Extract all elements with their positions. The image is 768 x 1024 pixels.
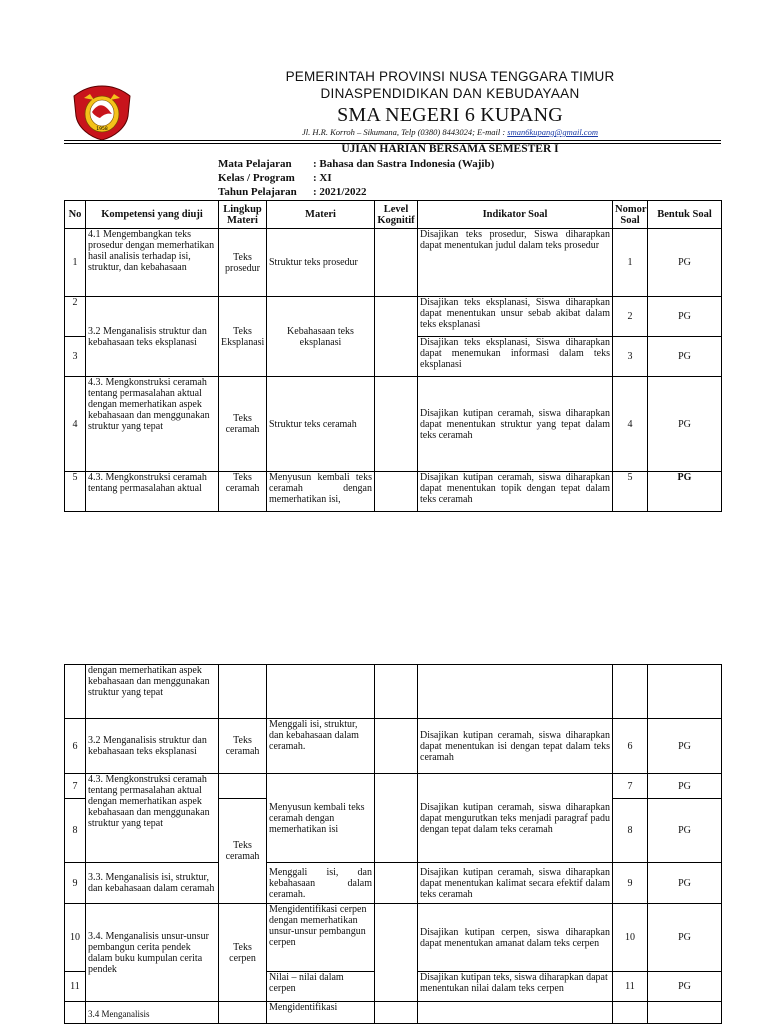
address-text: Jl. H.R. Korroh – Sikumana, Telp (0380) 8443024; E-mail : xyxy=(302,127,506,137)
meta-label: Kelas / Program xyxy=(218,172,295,184)
cell-lingkup: Teks ceramah xyxy=(219,472,267,512)
header-cell: Indikator Soal xyxy=(418,201,613,229)
cell-bentuk xyxy=(648,1002,722,1024)
cell-no: 2 xyxy=(65,297,86,337)
cell-nomor: 1 xyxy=(613,229,648,297)
cell-lingkup: Teks prosedur xyxy=(219,229,267,297)
cell-nomor: 11 xyxy=(613,972,648,1002)
cell-nomor: 10 xyxy=(613,904,648,972)
cell-bentuk: PG xyxy=(648,863,722,904)
cell-level xyxy=(375,229,418,297)
meta-label: Mata Pelajaran xyxy=(218,158,292,170)
cell-bentuk: PG xyxy=(648,774,722,799)
cell-lingkup xyxy=(219,665,267,719)
cell-nomor: 9 xyxy=(613,863,648,904)
cell-indikator xyxy=(418,1002,613,1024)
cell-no: 5 xyxy=(65,472,86,512)
cell-indikator xyxy=(418,665,613,719)
cell-lingkup: Teks Eksplanasi xyxy=(219,297,267,377)
cell-level xyxy=(375,665,418,719)
meta-subject xyxy=(218,158,494,170)
school-name: SMA NEGERI 6 KUPANG xyxy=(337,104,563,126)
cell-bentuk: PG xyxy=(648,377,722,472)
cell-lingkup: Teks ceramah xyxy=(219,719,267,774)
cell-indikator: Disajikan kutipan ceramah, siswa diharapkan dapat menentukan kalimat secara efektif dalam teks ceramah xyxy=(418,863,613,904)
cell-indikator: Disajikan teks prosedur, Siswa diharapkan dapat menentukan judul dalam teks prosedur xyxy=(418,229,613,297)
cell-materi: Menyusun kembali teks ceramah dengan memerhatikan isi, xyxy=(267,472,375,512)
table-row xyxy=(65,774,722,799)
cell-materi: Menggali isi, struktur, dan kebahasaan dalam ceramah. xyxy=(267,719,375,774)
cell-kd: 4.1 Mengembangkan teks prosedur dengan memerhatikan hasil analisis terhadap isi, struktur, dan kebahasaan xyxy=(86,229,219,297)
cell-materi: Struktur teks ceramah xyxy=(267,377,375,472)
cell-no: 6 xyxy=(65,719,86,774)
blueprint-table-page-1 xyxy=(64,200,722,512)
cell-level xyxy=(375,863,418,904)
cell-level xyxy=(375,774,418,863)
cell-kd: 4.3. Mengkonstruksi ceramah tentang permasalahan aktual dengan memerhatikan aspek kebahasaan dan menggunakan struktur yang tepat xyxy=(86,377,219,472)
cell-no: 3 xyxy=(65,337,86,377)
cell-no: 9 xyxy=(65,863,86,904)
meta-year xyxy=(218,186,366,198)
cell-kd: 3.4 Menganalisis xyxy=(86,1002,219,1024)
cell-level xyxy=(375,472,418,512)
cell-level xyxy=(375,719,418,774)
cell-nomor: 7 xyxy=(613,774,648,799)
cell-bentuk: PG xyxy=(648,799,722,863)
cell-kd: 3.2 Menganalisis struktur dan kebahasaan teks eksplanasi xyxy=(86,719,219,774)
cell-indikator: Disajikan teks eksplanasi, Siswa diharapkan dapat menemukan informasi dalam teks eksplanasi xyxy=(418,337,613,377)
table-row xyxy=(65,472,722,512)
table-header-row xyxy=(65,201,722,229)
cell-bentuk: PG xyxy=(648,472,722,512)
cell-level xyxy=(375,904,418,1002)
cell-nomor: 5 xyxy=(613,472,648,512)
header-divider-thin xyxy=(64,140,721,141)
blueprint-table-page-2 xyxy=(64,664,722,1024)
cell-lingkup: Teks ceramah xyxy=(219,377,267,472)
logo-year: 1958 xyxy=(96,127,108,132)
cell-lingkup: Teks ceramah xyxy=(219,799,267,904)
table-row xyxy=(65,229,722,297)
cell-nomor xyxy=(613,665,648,719)
header-cell: Bentuk Soal xyxy=(648,201,722,229)
cell-bentuk xyxy=(648,665,722,719)
cell-no: 10 xyxy=(65,904,86,972)
table-row xyxy=(65,1002,722,1024)
header-cell: Level Kognitif xyxy=(375,201,418,229)
cell-lingkup xyxy=(219,774,267,799)
cell-kd: 3.4. Menganalisis unsur-unsur pembangun cerita pendek dalam buku kumpulan cerita pendek xyxy=(86,904,219,1002)
cell-materi xyxy=(267,665,375,719)
cell-no: 11 xyxy=(65,972,86,1002)
cell-kd: 3.3. Menganalisis isi, struktur, dan kebahasaan dalam ceramah xyxy=(86,863,219,904)
meta-value: : Bahasa dan Sastra Indonesia (Wajib) xyxy=(313,158,495,170)
cell-level xyxy=(375,297,418,377)
cell-nomor: 6 xyxy=(613,719,648,774)
cell-indikator: Disajikan teks eksplanasi, Siswa diharapkan dapat menentukan unsur sebab akibat dalam teks eksplanasi xyxy=(418,297,613,337)
cell-level xyxy=(375,377,418,472)
table-row xyxy=(65,377,722,472)
cell-indikator: Disajikan kutipan teks, siswa diharapkan dapat menentukan nilai dalam teks cerpen xyxy=(418,972,613,1002)
cell-materi: Mengidentifikasi xyxy=(267,1002,375,1024)
table-row xyxy=(65,719,722,774)
cell-kd: 3.2 Menganalisis struktur dan kebahasaan teks eksplanasi xyxy=(86,297,219,377)
cell-kd: 4.3. Mengkonstruksi ceramah tentang permasalahan aktual dengan memerhatikan aspek kebahasaan dan menggunakan struktur yang tepat xyxy=(86,774,219,863)
cell-materi: Nilai – nilai dalam cerpen xyxy=(267,972,375,1002)
table-row xyxy=(65,297,722,337)
cell-bentuk: PG xyxy=(648,972,722,1002)
cell-bentuk: PG xyxy=(648,904,722,972)
department-name: DINASPENDIDIKAN DAN KEBUDAYAAN xyxy=(320,86,580,101)
cell-no: 1 xyxy=(65,229,86,297)
cell-materi: Mengidentifikasi cerpen dengan memerhatikan unsur-unsur pembangun cerpen xyxy=(267,904,375,972)
government-name: PEMERINTAH PROVINSI NUSA TENGGARA TIMUR xyxy=(285,69,615,84)
cell-kd: dengan memerhatikan aspek kebahasaan dan menggunakan struktur yang tepat xyxy=(86,665,219,719)
cell-no: 4 xyxy=(65,377,86,472)
school-address xyxy=(150,127,750,137)
cell-bentuk: PG xyxy=(648,719,722,774)
header-cell: Lingkup Materi xyxy=(219,201,267,229)
exam-title: UJIAN HARIAN BERSAMA SEMESTER I xyxy=(341,143,559,155)
header-cell: Nomor Soal xyxy=(613,201,648,229)
header-cell: Kompetensi yang diuji xyxy=(86,201,219,229)
table-row xyxy=(65,863,722,904)
cell-nomor: 2 xyxy=(613,297,648,337)
cell-indikator: Disajikan kutipan ceramah, siswa diharapkan dapat menentukan topik dengan tepat dalam teks ceramah xyxy=(418,472,613,512)
header-cell: No xyxy=(65,201,86,229)
cell-indikator: Disajikan kutipan ceramah, siswa diharapkan dapat menentukan struktur yang tepat dalam teks ceramah xyxy=(418,377,613,472)
cell-no: 8 xyxy=(65,799,86,863)
cell-lingkup: Teks cerpen xyxy=(219,904,267,1002)
cell-nomor: 4 xyxy=(613,377,648,472)
cell-no: 7 xyxy=(65,774,86,799)
cell-bentuk: PG xyxy=(648,297,722,337)
meta-class xyxy=(218,172,332,184)
email-link[interactable]: sman6kupang@gmail.com xyxy=(507,127,598,137)
meta-value: : 2021/2022 xyxy=(313,186,367,198)
cell-indikator: Disajikan kutipan ceramah, siswa diharapkan dapat menentukan isi dengan tepat dalam teks ceramah xyxy=(418,719,613,774)
cell-bentuk: PG xyxy=(648,337,722,377)
table-row xyxy=(65,665,722,719)
cell-lingkup xyxy=(219,1002,267,1024)
cell-materi: Menggali isi, dan kebahasaan dalam ceramah. xyxy=(267,863,375,904)
cell-no xyxy=(65,1002,86,1024)
cell-materi: Kebahasaan teks eksplanasi xyxy=(267,297,375,377)
cell-no xyxy=(65,665,86,719)
cell-kd: 4.3. Mengkonstruksi ceramah tentang permasalahan aktual xyxy=(86,472,219,512)
meta-value: : XI xyxy=(313,172,332,184)
cell-indikator: Disajikan kutipan cerpen, siswa diharapkan dapat menentukan amanat dalam teks cerpen xyxy=(418,904,613,972)
cell-nomor: 8 xyxy=(613,799,648,863)
cell-materi: Menyusun kembali teks ceramah dengan memerhatikan isi xyxy=(267,774,375,863)
cell-nomor xyxy=(613,1002,648,1024)
cell-level xyxy=(375,1002,418,1024)
header-cell: Materi xyxy=(267,201,375,229)
cell-nomor: 3 xyxy=(613,337,648,377)
cell-materi: Struktur teks prosedur xyxy=(267,229,375,297)
cell-indikator: Disajikan kutipan ceramah, siswa diharapkan dapat mengurutkan teks menjadi paragraf padu dengan tepat dalam teks ceramah xyxy=(418,774,613,863)
table-row xyxy=(65,904,722,972)
meta-label: Tahun Pelajaran xyxy=(218,186,297,198)
cell-bentuk: PG xyxy=(648,229,722,297)
school-logo-icon xyxy=(70,82,134,142)
